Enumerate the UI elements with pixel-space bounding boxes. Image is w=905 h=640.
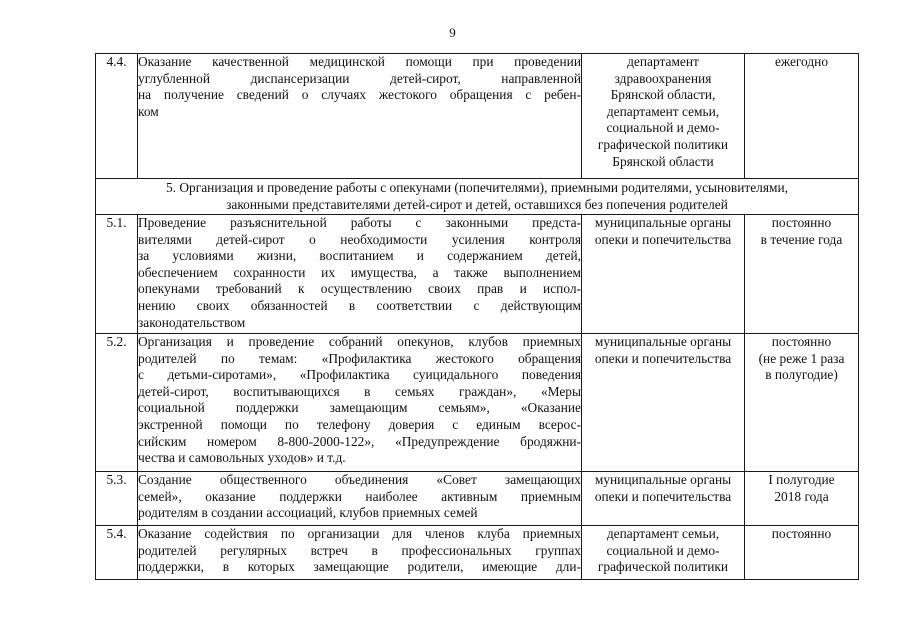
deadline-line: (не реже 1 раза <box>758 350 845 366</box>
table-row-5-2 <box>96 334 859 472</box>
activity-line: углубленной диспансеризации детей-сирот, направленной <box>138 70 581 86</box>
deadline-cell <box>745 215 859 334</box>
responsible-line: департамент семьи, <box>606 526 720 541</box>
activity-line: Оказание качественной медицинской помощи при проведении <box>138 54 581 69</box>
responsible-cell <box>582 526 745 580</box>
section-heading-line: законными представителями детей-сирот и детей, оставшихся без попечения родителей <box>226 197 728 212</box>
responsible-line: социальной и демо- <box>606 542 720 558</box>
activity-cell <box>138 472 582 526</box>
activity-line: с детьми-сиротами», «Профилактика суицидального поведения <box>138 367 581 383</box>
responsible-cell <box>582 334 745 472</box>
responsible-line: муниципальные органы <box>594 472 732 487</box>
activity-line: обеспечением сохранности их имущества, а также выполнением <box>138 264 581 280</box>
activity-line: Организация и проведение собраний опекунов, клубов приемных <box>138 334 581 349</box>
action-plan-table <box>95 53 859 580</box>
row-number: 4.4. <box>96 54 138 179</box>
activity-line: ком <box>138 103 159 119</box>
deadline-line: в течение года <box>760 231 843 247</box>
section-5-heading <box>96 179 859 215</box>
deadline-line: в полугодие) <box>765 367 838 383</box>
responsible-line: Брянской области, <box>610 87 716 103</box>
activity-line: вителями детей-сирот о необходимости усиления контроля <box>138 231 581 247</box>
responsible-line: Брянской области <box>612 153 714 169</box>
table-row-5-3 <box>96 472 859 526</box>
activity-line: родителей по темам: «Профилактика жестокого обращения <box>138 350 581 366</box>
responsible-line: графической политики <box>597 559 729 575</box>
responsible-line: муниципальные органы <box>594 215 732 230</box>
activity-line: законодательством <box>138 314 246 330</box>
responsible-line: графической политики <box>597 136 729 152</box>
activity-line: социальной поддержки замещающим семьям», «Оказание <box>138 400 581 416</box>
table-row-5-1 <box>96 215 859 334</box>
activity-cell <box>138 334 582 472</box>
table-row-4-4 <box>96 54 859 179</box>
deadline-cell <box>745 526 859 580</box>
activity-cell <box>138 215 582 334</box>
responsible-line: социальной и демо- <box>606 120 720 136</box>
deadline-cell <box>745 472 859 526</box>
section-heading-line: 5. Организация и проведение работы с опекунами (попечителями), приемными родителями, усыновителями, <box>165 180 789 195</box>
responsible-cell <box>582 54 745 179</box>
deadline-line: постоянно <box>771 526 832 541</box>
responsible-line: опеки и попечительства <box>594 350 732 366</box>
activity-line: семей», оказание поддержки наиболее активным приемным <box>138 488 581 504</box>
responsible-line: муниципальные органы <box>594 334 732 349</box>
responsible-line: департамент <box>627 54 699 69</box>
deadline-line: постоянно <box>771 215 832 230</box>
responsible-line: здравоохранения <box>614 70 712 86</box>
activity-line: на получение сведений о случаях жестокого обращения с ребен- <box>138 87 581 103</box>
table-row-5-4 <box>96 526 859 580</box>
deadline-line: 2018 года <box>774 488 829 504</box>
deadline-cell <box>745 334 859 472</box>
activity-line: сийским номером 8-800-2000-122», «Предупреждение бродяжни- <box>138 433 581 449</box>
responsible-line: департамент семьи, <box>606 103 720 119</box>
activity-line: Оказание содействия по организации для членов клуба приемных <box>138 526 581 541</box>
deadline-line: постоянно <box>771 334 832 349</box>
row-number: 5.4. <box>96 526 138 580</box>
activity-line: поддержки, в которых замещающие родители, имеющие дли- <box>138 559 581 575</box>
row-number: 5.2. <box>96 334 138 472</box>
row-number: 5.3. <box>96 472 138 526</box>
activity-line: нению своих обязанностей в соответствии с действующим <box>138 297 581 313</box>
responsible-line: опеки и попечительства <box>594 488 732 504</box>
deadline-line: I полугодие <box>768 472 835 487</box>
activity-line: детей-сирот, воспитывающихся в семьях граждан», «Меры <box>138 383 581 399</box>
page-number: 9 <box>449 25 456 40</box>
activity-cell <box>138 54 582 179</box>
responsible-line: опеки и попечительства <box>594 231 732 247</box>
activity-line: Проведение разъяснительной работы с законными предста- <box>138 215 581 230</box>
activity-line: родителей регулярных встреч в профессиональных группах <box>138 542 581 558</box>
responsible-cell <box>582 472 745 526</box>
deadline-line: ежегодно <box>774 54 829 69</box>
deadline-cell <box>745 54 859 179</box>
responsible-cell <box>582 215 745 334</box>
activity-line: чества и самовольных уходов» и т.д. <box>138 450 346 466</box>
activity-cell <box>138 526 582 580</box>
activity-line: опекунами требований к осуществлению своих прав и испол- <box>138 281 581 297</box>
row-number: 5.1. <box>96 215 138 334</box>
activity-line: за условиями жизни, воспитанием и содержанием детей, <box>138 248 581 264</box>
activity-line: Создание общественного объединения «Совет замещающих <box>138 472 581 487</box>
section-heading-row <box>96 179 859 215</box>
activity-line: экстренной помощи по телефону доверия с единым всерос- <box>138 416 581 432</box>
activity-line: родителям в создании ассоциаций, клубов приемных семей <box>138 505 478 521</box>
